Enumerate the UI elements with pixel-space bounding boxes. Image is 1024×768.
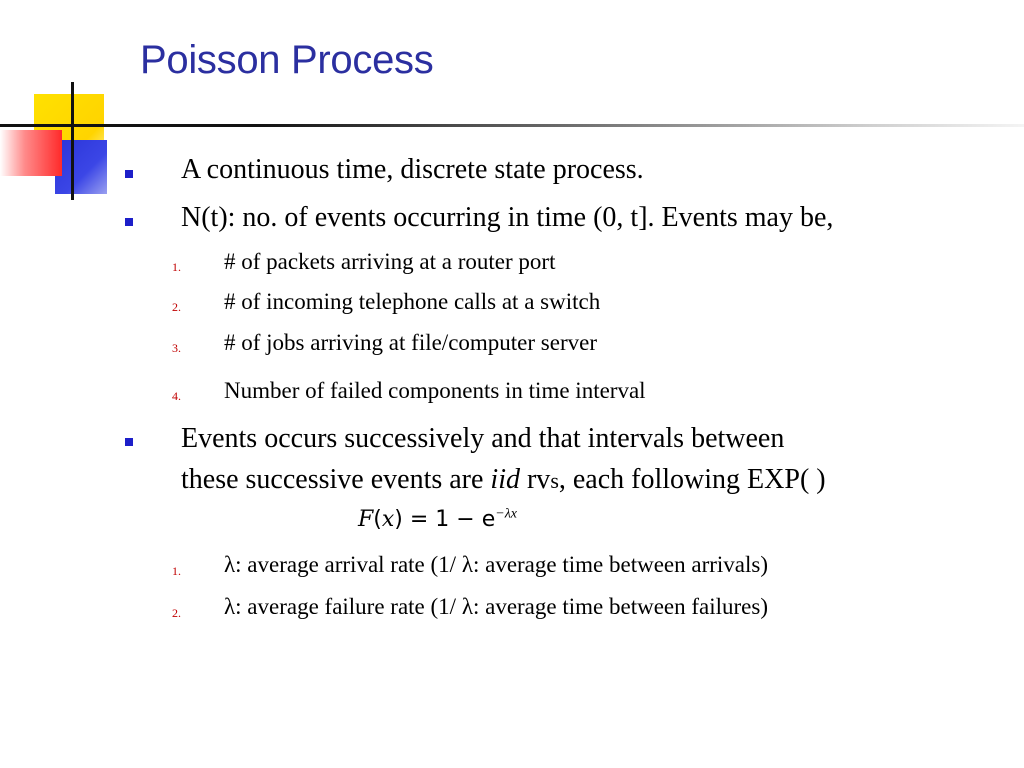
list-number: 1.	[172, 564, 181, 578]
list-item: Number of failed components in time interval	[224, 378, 646, 403]
bullet-marker	[125, 170, 133, 178]
cdf-formula	[358, 506, 517, 532]
decor-red-bar	[0, 130, 62, 176]
text-segment: rv	[519, 464, 551, 495]
decor-vertical-line	[71, 82, 74, 200]
formula-paren: (	[373, 507, 382, 532]
slide-title: Poisson Process	[140, 38, 434, 82]
list-item: # of incoming telephone calls at a switch	[224, 289, 601, 314]
bullet-text: A continuous time, discrete state process.	[181, 154, 644, 185]
list-number: 3.	[172, 341, 181, 355]
bullet-text: N(t): no. of events occurring in time (0, t]. Events may be,	[181, 202, 834, 233]
formula-rhs: = 1 − e	[402, 507, 496, 532]
bullet-marker	[125, 438, 133, 446]
formula-exponent: −λx	[495, 506, 517, 522]
list-item: λ: average arrival rate (1/ λ: average time between arrivals)	[224, 552, 768, 577]
list-item: λ: average failure rate (1/ λ: average time between failures)	[224, 594, 768, 619]
list-item: # of packets arriving at a router port	[224, 249, 556, 274]
text-segment: , each following EXP( )	[558, 464, 826, 495]
formula-var: x	[381, 507, 395, 532]
list-number: 2.	[172, 300, 181, 314]
list-number: 1.	[172, 260, 181, 274]
list-number: 4.	[172, 389, 181, 403]
bullet-marker	[125, 218, 133, 226]
text-segment: these successive events are	[181, 464, 491, 495]
iid-term: iid	[490, 464, 520, 495]
formula-paren: )	[394, 507, 403, 532]
bullet-text-line1: Events occurs successively and that intervals between	[181, 423, 785, 454]
list-number: 2.	[172, 606, 181, 620]
title-underline	[0, 124, 1024, 127]
bullet-text-line2	[181, 460, 826, 501]
text-segment: s	[550, 468, 559, 493]
formula-lhs: F	[358, 507, 374, 532]
decor-blue-square	[55, 140, 107, 194]
list-item: # of jobs arriving at file/computer server	[224, 330, 597, 355]
